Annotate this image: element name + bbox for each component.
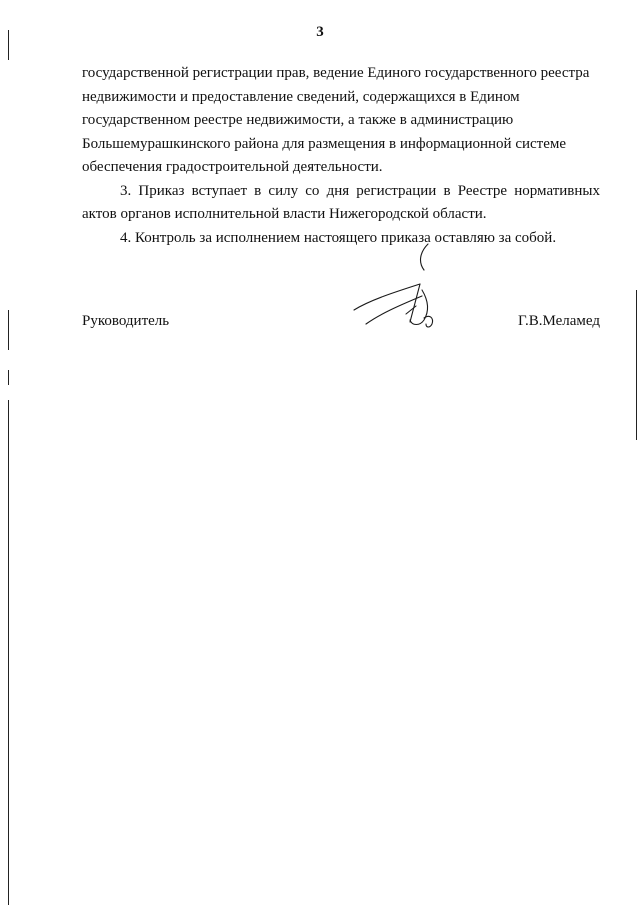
paragraph-line: обеспечения градостроительной деятельности. [82,159,383,175]
signatory-name: Г.В.Меламед [517,313,600,329]
paragraph-line: Большемурашкинского района для размещения в информационной системе [82,135,567,152]
scan-edge-mark [8,400,9,905]
paragraph-line: государственном реестре недвижимости, а также в администрацию [82,112,514,128]
scan-edge-mark [8,310,9,350]
paragraph-item-4: 4. Контроль за исполнением настоящего приказа оставляю за собой. [120,229,557,246]
paragraph-item-3: 3. Приказ вступает в силу со дня регистрации в Реестре нормативных актов органов исполнительной власти Нижегородской области. [82,182,600,222]
handwritten-signature [350,240,450,335]
signatory-title: Руководитель [82,313,170,329]
page-number: 3 [316,24,324,40]
paragraph-line: государственной регистрации прав, ведение Единого государственного реестра [82,65,590,81]
scan-edge-mark [636,290,637,440]
paragraph-line: недвижимости и предоставление сведений, содержащихся в Едином [82,88,520,105]
document-body [82,62,600,250]
scan-edge-mark [8,370,9,385]
scan-edge-mark [8,30,9,60]
